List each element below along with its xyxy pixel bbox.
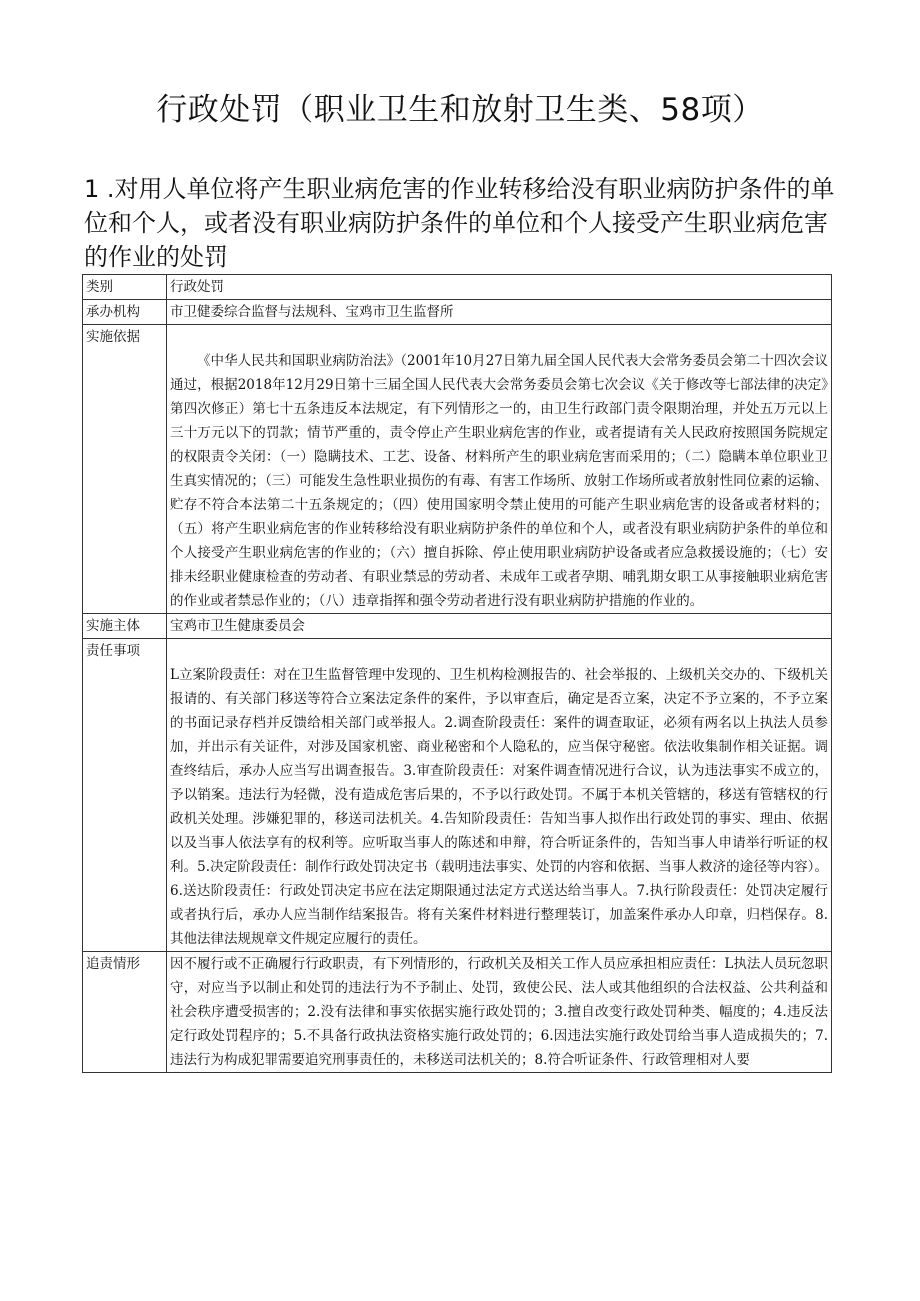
duties-label: 责任事项 bbox=[83, 639, 167, 952]
accountability-value: 因不履行或不正确履行行政职责，有下列情形的，行政机关及相关工作人员应承担相应责任：L执法人员玩忽职守，对应当予以制止和处罚的违法行为不予制止、处罚，致使公民、法人或其他组织的合法权益、公共利益和社会秩序遭受损害的；2.没有法律和事实依据实施行政处罚的；3.擅自改变行政处罚种类、幅度的；4.违反法定行政处罚程序的；5.不具备行政执法资格实施行政处罚的；6.因违法实施行政处罚给当事人造成损失的；7.违法行为构成犯罪需要追究刑事责任的，未移送司法机关的；8.符合听证条件、行政管理相对人要 bbox=[167, 952, 832, 1073]
basis-cell bbox=[167, 325, 832, 614]
basis-value: 《中华人民共和国职业病防治法》（2001年10月27日第九届全国人民代表大会常务委员会第二十四次会议通过，根据2018年12月29日第十三届全国人民代表大会常务委员会第七次会议《关于修改等七部法律的决定》第四次修正）第七十五条违反本法规定，有下列情形之一的，由卫生行政部门责令限期治理，并处五万元以上三十万元以下的罚款；情节严重的，责令停止产生职业病危害的作业，或者提请有关人民政府按照国务院规定的权限责令关闭：（一）隐瞒技术、工艺、设备、材料所产生的职业病危害而采用的；（二）隐瞒本单位职业卫生真实情况的；（三）可能发生急性职业损伤的有毒、有害工作场所、放射工作场所或者放射性同位素的运输、贮存不符合本法第二十五条规定的；（四）使用国家明令禁止使用的可能产生职业病危害的设备或者材料的；（五）将产生职业病危害的作业转移给没有职业病防护条件的单位和个人，或者没有职业病防护条件的单位和个人接受产生职业病危害的作业的；（六）擅自拆除、停止使用职业病防护设备或者应急救援设施的；（七）安排未经职业健康检查的劳动者、有职业禁忌的劳动者、未成年工或者孕期、哺乳期女职工从事接触职业病危害的作业或者禁忌作业的；（八）违章指挥和强令劳动者进行没有职业病防护措施的作业的。 bbox=[170, 353, 828, 609]
table-row-accountability bbox=[83, 952, 832, 1073]
table-row-agency bbox=[83, 300, 832, 325]
basis-label: 实施依据 bbox=[83, 325, 167, 614]
subject-label: 实施主体 bbox=[83, 614, 167, 639]
duties-value: L立案阶段责任：对在卫生监督管理中发现的、卫生机构检测报告的、社会举报的、上级机关交办的、下级机关报请的、有关部门移送等符合立案法定条件的案件，予以审查后，确定是否立案，决定不予立案的，不予立案的书面记录存档并反馈给相关部门或举报人。2.调查阶段责任：案件的调查取证，必须有两名以上执法人员参加，并出示有关证件，对涉及国家机密、商业秘密和个人隐私的，应当保守秘密。依法收集制作相关证据。调查终结后，承办人应当写出调查报告。3.审查阶段责任：对案件调查情况进行合议，认为违法事实不成立的，予以销案。违法行为轻微，没有造成危害后果的，不予以行政处罚。不属于本机关管辖的，移送有管辖权的行政机关处理。涉嫌犯罪的，移送司法机关。4.告知阶段责任：告知当事人拟作出行政处罚的事实、理由、依据以及当事人依法享有的权利等。应听取当事人的陈述和申辩，符合听证条件的，告知当事人申请举行听证的权利。5.决定阶段责任：制作行政处罚决定书（载明违法事实、处罚的内容和依据、当事人救济的途径等内容）。6.送达阶段责任：行政处罚决定书应在法定期限通过法定方式送达给当事人。7.执行阶段责任：处罚决定履行或者执行后，承办人应当制作结案报告。将有关案件材料进行整理装订，加盖案件承办人印章，归档保存。8.其他法律法规规章文件规定应履行的责任。 bbox=[170, 667, 828, 947]
table-row-category bbox=[83, 275, 832, 300]
table-row-subject bbox=[83, 614, 832, 639]
section-heading: 1 .对用人单位将产生职业病危害的作业转移给没有职业病防护条件的单位和个人，或者没有职业病防护条件的单位和个人接受产生职业病危害的作业的处罚 bbox=[84, 175, 835, 271]
duties-cell bbox=[167, 639, 832, 952]
table-row-duties bbox=[83, 639, 832, 952]
agency-value: 市卫健委综合监督与法规科、宝鸡市卫生监督所 bbox=[167, 300, 832, 325]
item-info-table bbox=[82, 274, 832, 1073]
page-title: 行政处罚（职业卫生和放射卫生类、58项） bbox=[156, 92, 764, 128]
agency-label: 承办机构 bbox=[83, 300, 167, 325]
accountability-label: 追责情形 bbox=[83, 952, 167, 1073]
table-row-basis bbox=[83, 325, 832, 614]
category-value: 行政处罚 bbox=[167, 275, 832, 300]
subject-value: 宝鸡市卫生健康委员会 bbox=[167, 614, 832, 639]
category-label: 类别 bbox=[83, 275, 167, 300]
